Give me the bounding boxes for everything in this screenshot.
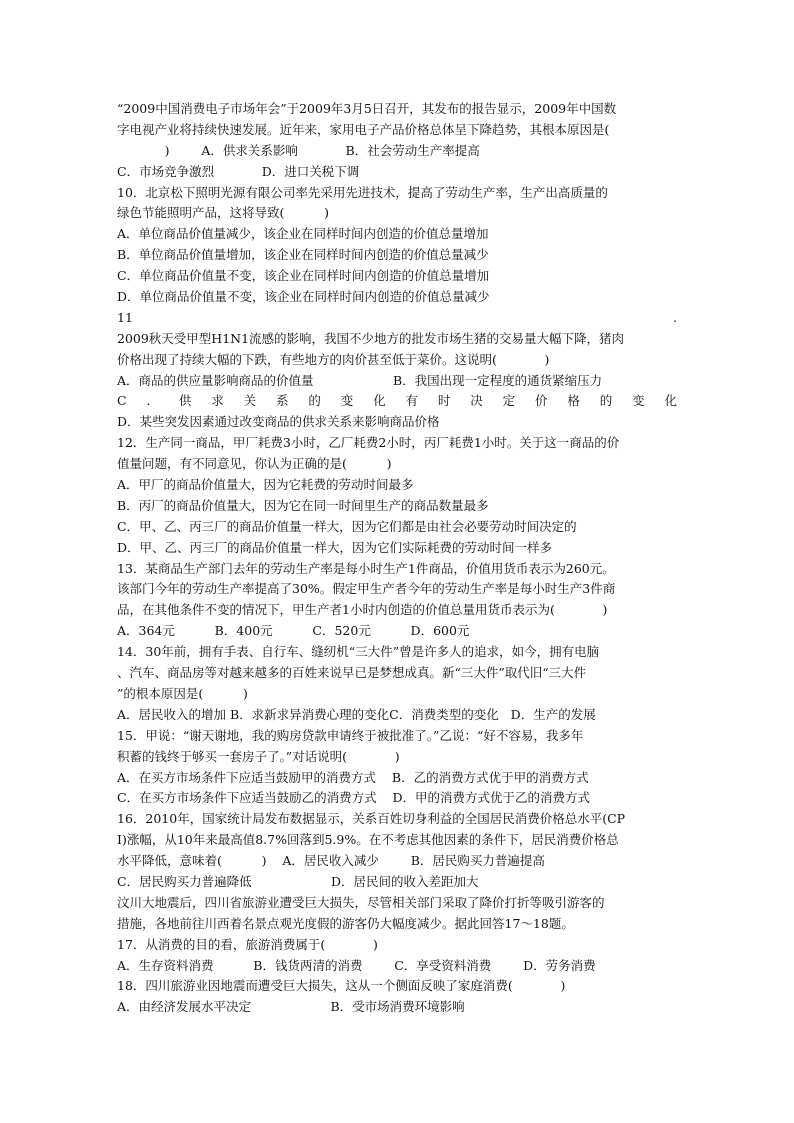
option-a-b: A．由经济发展水平决定 B．受市场消费环境影响 [117,999,465,1015]
text-line: 绿色节能照明产品，这将导致( ) [117,205,329,221]
option-a: A．甲厂的商品价值量大，因为它耗费的劳动时间最多 [117,477,414,493]
passage-line: 措施，各地前往川西着名景点观光度假的游客仍大幅度减少。据此回答17～18题。 [117,915,574,931]
text-line: 水平降低，意味着( ) A．居民收入减少 B．居民购买力普遍提高 [117,853,545,869]
question-12-stem: 12．生产同一商品，甲厂耗费3小时，乙厂耗费2小时，丙厂耗费1小时。关于这一商品的价 [117,435,620,451]
option-a-b: A．商品的供应量影响商品的价值量 B．我国出现一定程度的通货紧缩压力 [117,372,603,388]
option-c-d: C．居民购买力普遍降低 D．居民间的收入差距加大 [117,873,479,889]
passage-line: 汶川大地震后，四川省旅游业遭受巨大损失，尽管相关部门采取了降价打折等吸引游客的 [117,894,605,910]
question-14-stem: 14．30年前，拥有手表、自行车、缝纫机“三大件”曾是许多人的追求，如今，拥有电脑 [117,644,600,660]
text-line: 价格出现了持续大幅的下跌，有些地方的肉价甚至低于菜价。这说明( ) [117,351,550,367]
options-line: A．生存资料消费 B．钱货两清的消费 C．享受资料消费 D．劳务消费 [117,957,596,973]
question-11-dot: . [673,309,677,325]
question-17-stem: 17．从消费的目的看，旅游消费属于( ) [117,936,378,952]
question-15-stem: 15．甲说：“谢天谢地，我的购房贷款申请终于被批准了。”乙说：“好不容易，我多年 [117,727,584,743]
option-a: A．单位商品价值量减少，该企业在同样时间内创造的价值总量增加 [117,226,489,242]
option-c: C．甲、乙、丙三厂的商品价值量一样大，因为它们都是由社会必要劳动时间决定的 [117,518,577,534]
question-11-stem: 2009秋天受甲型H1N1流感的影响，我国不少地方的批发市场生猪的交易量大幅下降，猪肉 [117,330,625,346]
text-line: ) A．供求关系影响 B．社会劳动生产率提高 [117,142,480,158]
option-c: C．单位商品价值量不变，该企业在同样时间内创造的价值总量增加 [117,268,490,284]
text-line: 品，在其他条件不变的情况下，甲生产者1小时内创造的价值总量用货币表示为( ) [117,602,608,618]
options-line: A．364元 B．400元 C．520元 D．600元 [117,623,470,639]
option-d: D．某些突发因素通过改变商品的供求关系来影响商品价格 [117,414,440,430]
question-18-stem: 18．四川旅游业因地震而遭受巨大损失，这从一个侧面反映了家庭消费( ) [117,978,566,994]
question-10-stem: 10．北京松下照明光源有限公司率先采用先进技术，提高了劳动生产率，生产出高质量的 [117,184,608,200]
text-line: 字电视产业将持续快速发展。近年来，家用电子产品价格总体呈下降趋势，其根本原因是( [117,121,610,137]
text-line: “2009中国消费电子市场年会”于2009年3月5日召开，其发布的报告显示，2009年中国数 [117,101,617,116]
text-line: 积蓄的钱终于够买一套房子了。”对话说明( ) [117,748,400,764]
option-d: D．单位商品价值量不变，该企业在同样时间内创造的价值总量减少 [117,289,490,305]
question-11-number: 11 [117,309,133,325]
text-line: 该部门今年的劳动生产率提高了30%。假定甲生产者今年的劳动生产率是每小时生产3件商 [117,581,616,597]
option-c-justified: C ． 供 求 关 系 的 变 化 有 时 决 定 价 格 的 变 化 [117,393,677,409]
text-line: 值量问题，有不同意见，你认为正确的是( ) [117,456,392,472]
text-line: C．市场竞争激烈 D．进口关税下调 [117,163,360,179]
text-line: ”的根本原因是( ) [117,685,248,701]
text-line: I)涨幅，从10年来最高值8.7%回落到5.9%。在不考虑其他因素的条件下，居民消费价格总 [117,832,619,848]
option-a-b: A．在买方市场条件下应适当鼓励甲的消费方式 B．乙的消费方式优于甲的消费方式 [117,769,589,785]
option-b: B．单位商品价值量增加，该企业在同样时间内创造的价值总量减少 [117,247,489,263]
option-c-d: C．在买方市场条件下应适当鼓励乙的消费方式 D．甲的消费方式优于乙的消费方式 [117,790,590,806]
question-16-stem: 16．2010年，国家统计局发布数据显示，关系百姓切身利益的全国居民消费价格总水平(CP [117,811,626,827]
question-11-number-line [117,308,677,329]
options-line: A．居民收入的增加 B．求新求异消费心理的变化C．消费类型的变化 D．生产的发展 [117,706,596,722]
option-b: B．丙厂的商品价值量大，因为它在同一时间里生产的商品数量最多 [117,497,489,513]
option-d: D．甲、乙、丙三厂的商品价值量一样大，因为它们实际耗费的劳动时间一样多 [117,539,553,555]
document-page [117,99,677,1018]
question-13-stem: 13．某商品生产部门去年的劳动生产率是每小时生产1件商品，价值用货币表示为260元。 [117,560,615,576]
text-line: 、汽车、商品房等对越来越多的百姓来说早已是梦想成真。新“三大件”取代旧“三大件 [117,665,587,681]
